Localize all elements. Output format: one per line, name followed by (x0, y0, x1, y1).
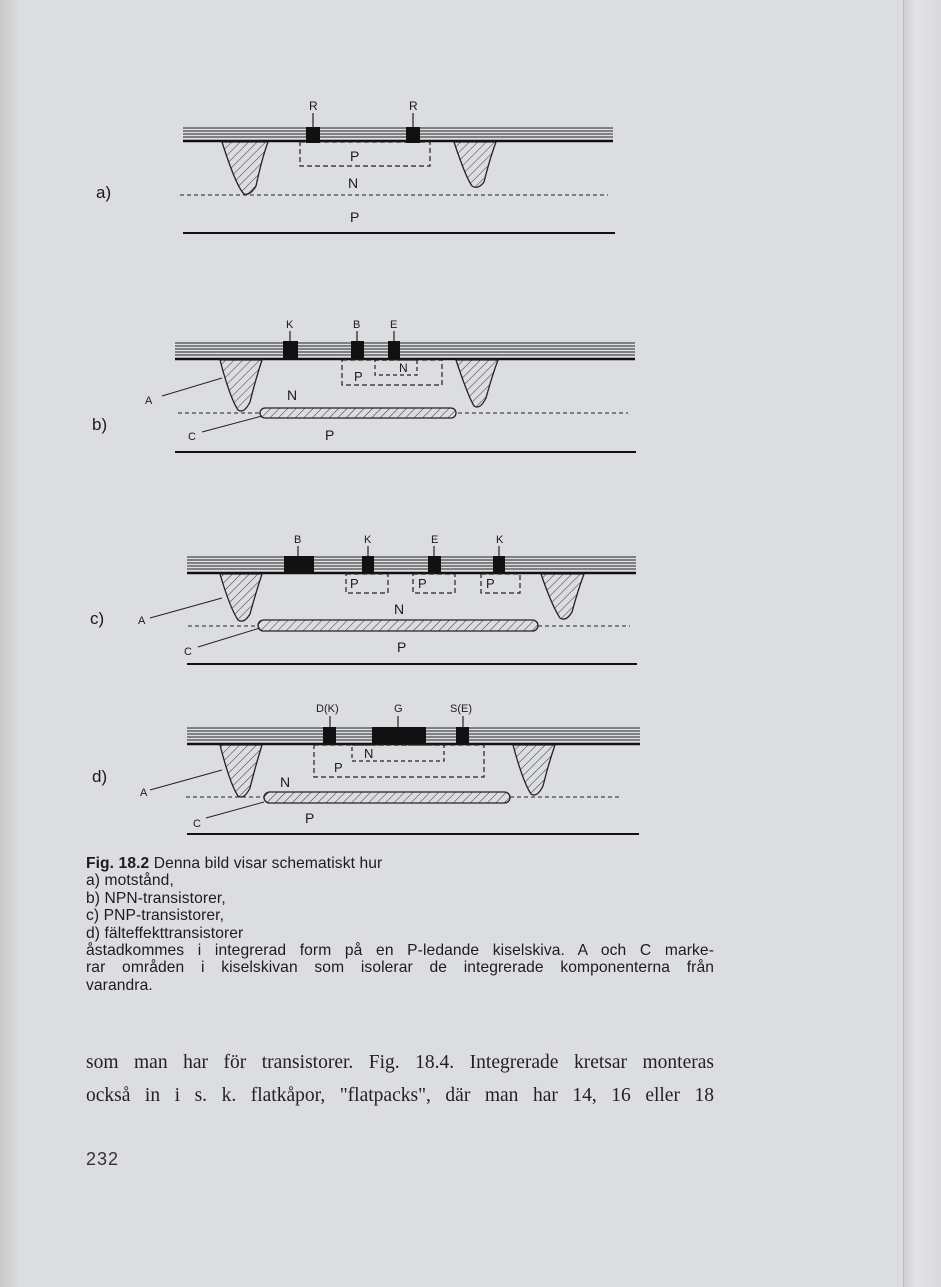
diagram-a-label: a) (96, 183, 112, 202)
contact-pad-2 (406, 127, 420, 143)
caption-item-b: b) NPN-transistorer, (86, 889, 226, 907)
terminal-label-drain: D(K) (316, 703, 339, 715)
diagram-b-label: b) (92, 415, 108, 434)
body-line: som man har för transistorer. Fig. 18.4. Integrerade kretsar monteras (86, 1052, 714, 1073)
isolation-well-right (454, 142, 496, 187)
contact-e (428, 556, 441, 573)
isolation-well-left (220, 745, 262, 797)
caption-intro: Denna bild visar schematiskt hur (153, 855, 383, 872)
region-label-p-substrate: P (305, 810, 315, 826)
terminal-label-gate: G (394, 703, 403, 715)
terminal-label-k-1: K (364, 534, 372, 546)
isolation-well-right (513, 745, 555, 795)
diagram-d-label: d) (92, 767, 108, 786)
caption-item-d: d) fälteffekttransistorer (86, 924, 244, 942)
isolation-well-left (220, 574, 262, 621)
pointer-label-c: C (184, 646, 192, 658)
body-line: också in i s. k. flatkåpor, "flatpacks", där man har 14, 16 eller 18 (86, 1085, 714, 1106)
isolation-well-left (220, 360, 262, 411)
figure-caption (86, 855, 714, 994)
terminal-label-b: B (353, 319, 361, 331)
region-label-p-1: P (350, 576, 359, 591)
pointer-label-c: C (193, 818, 201, 830)
pointer-label-a: A (138, 615, 146, 627)
region-label-p-3: P (486, 576, 495, 591)
region-label-n: N (348, 175, 359, 191)
terminal-label-k-2: K (496, 534, 504, 546)
contact-b (284, 556, 314, 573)
terminal-label-source: S(E) (450, 703, 472, 715)
terminal-label-k: K (286, 319, 294, 331)
emitter-region-dashed (375, 360, 417, 375)
caption-text-line: rar områden i kiselskivan som isolerar de integrerade komponenterna från (86, 959, 714, 977)
caption-item-c: c) PNP-transistorer, (86, 907, 225, 925)
terminal-label-e: E (390, 319, 398, 331)
buried-layer (258, 620, 538, 631)
p-region-dashed (300, 142, 430, 166)
terminal-label-b: B (294, 534, 302, 546)
diagram-c-label: c) (90, 609, 105, 628)
contact-pad-1 (306, 127, 320, 143)
contact-source (456, 727, 469, 744)
figure-number: Fig. 18.2 (86, 855, 150, 872)
region-label-p-substrate: P (397, 639, 407, 655)
buried-layer (264, 792, 510, 803)
isolation-well-right (456, 360, 498, 407)
region-label-n-emitter: N (399, 361, 408, 375)
region-label-n-channel: N (364, 746, 374, 761)
region-label-n: N (280, 774, 291, 790)
caption-first-line (86, 855, 714, 872)
region-label-p-base: P (354, 369, 363, 384)
pointer-label-a: A (145, 395, 153, 407)
contact-k-1 (362, 556, 374, 573)
contact-k (283, 341, 298, 359)
contact-gate (372, 727, 426, 744)
region-label-p-substrate: P (350, 209, 360, 225)
region-label-p-2: P (418, 576, 427, 591)
terminal-label-e: E (431, 534, 439, 546)
contact-b (351, 341, 364, 359)
contact-k-2 (493, 556, 505, 573)
pointer-label-c: C (188, 431, 196, 443)
region-label-n: N (394, 601, 405, 617)
diagram-a (96, 99, 615, 233)
caption-item-a: a) motstånd, (86, 872, 174, 890)
isolation-well-right (541, 574, 584, 619)
region-label-n-collector: N (287, 387, 298, 403)
isolation-well-left (222, 142, 268, 194)
caption-text-line: åstadkommes i integrerad form på en P-ledande kiselskiva. A och C marke- (86, 942, 714, 960)
buried-layer (260, 408, 456, 418)
pointer-label-a: A (140, 787, 148, 799)
body-paragraph (86, 1046, 714, 1112)
page-number: 232 (86, 1149, 120, 1169)
diagram-d (92, 703, 640, 834)
caption-text-line: varandra. (86, 976, 153, 994)
terminal-label-r1: R (309, 99, 318, 113)
diagram-c (90, 534, 637, 664)
contact-e (388, 341, 400, 359)
diagram-b (92, 319, 636, 452)
region-label-p-top: P (350, 148, 360, 164)
terminal-label-r2: R (409, 99, 418, 113)
region-label-p-gate: P (334, 760, 343, 775)
region-label-p-substrate: P (325, 427, 335, 443)
contact-drain (323, 727, 336, 744)
